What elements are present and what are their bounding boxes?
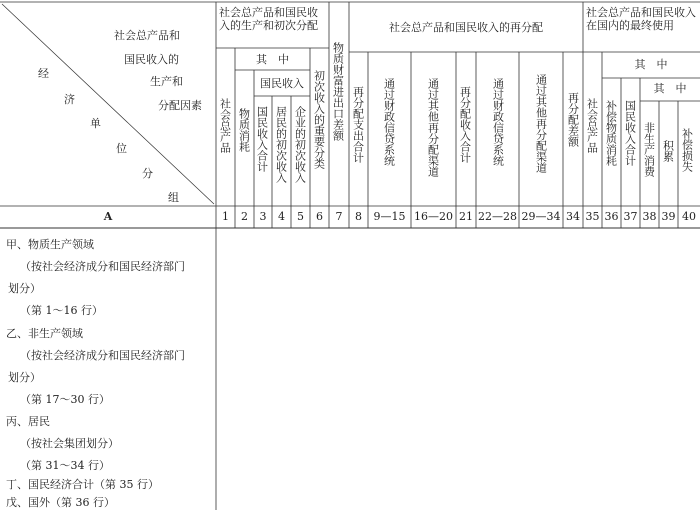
row-label-nonproductive-sphere-note: （按社会经济成分和国民经济部门 <box>20 349 185 362</box>
col-header-nonproductive-consumption: 非生产消费 <box>642 122 656 177</box>
col-header-redistribution-expenditure-total: 再分配支出合计 <box>351 86 365 163</box>
col-header-redistribution-income-total: 再分配收入合计 <box>458 86 472 163</box>
col-header-compensate-loss: 补偿损失 <box>680 128 694 172</box>
row-label-nonproductive-sphere: 乙、非生产领域 <box>6 327 83 340</box>
corner-factor-line-2: 国民收入的 <box>124 53 179 66</box>
row-label-material-sphere-note: （按社会经济成分和国民经济部门 <box>20 260 185 273</box>
corner-unit-char-5: 分 <box>142 167 153 180</box>
col-header-accumulation: 积累 <box>661 140 675 162</box>
col-number-3: 3 <box>259 210 267 223</box>
group-header-final-use: 社会总产品和国民收入在国内的最终使用 <box>586 6 696 32</box>
col-header-redistribution-balance: 再分配差额 <box>566 92 580 147</box>
subhead-of-which-final-2: 其 中 <box>653 82 687 95</box>
col-header-primary-income-classes: 初次收入的重要分类 <box>312 70 326 169</box>
group-header-production: 社会总产品和国民收入的生产和初次分配 <box>219 6 318 32</box>
col-number-8: 8 <box>355 210 362 223</box>
subhead-of-which-final: 其 中 <box>634 58 668 71</box>
subhead-national-income: 国民收入 <box>260 77 304 90</box>
col-number-6: 6 <box>316 210 323 223</box>
col-number-7: 7 <box>335 210 343 223</box>
row-label-residents-note: （按社会集团划分） <box>20 437 119 450</box>
col-number-17: 37 <box>623 210 638 223</box>
col-number-9: 9—15 <box>373 210 406 223</box>
corner-factor-line-1: 社会总产品和 <box>114 29 180 42</box>
corner-unit-char-1: 经 <box>38 67 49 80</box>
col-number-18: 38 <box>642 210 657 223</box>
col-number-a: A <box>103 210 113 223</box>
corner-factor-line-3: 生产和 <box>150 75 183 88</box>
col-number-19: 39 <box>661 210 676 223</box>
row-label-abroad: 戊、国外（第 36 行） <box>6 496 115 509</box>
col-header-income-other-channels: 通过其他再分配渠道 <box>534 74 548 173</box>
group-header-redistribution: 社会总产品和国民收入的再分配 <box>389 21 543 34</box>
col-number-11: 21 <box>459 210 473 223</box>
col-number-14: 34 <box>566 210 580 223</box>
col-header-income-fiscal-credit: 通过财政信贷系统 <box>491 78 505 166</box>
row-label-material-sphere-note-2: 划分） <box>8 282 41 295</box>
col-header-national-income-total: 国民收入合计 <box>255 106 269 172</box>
col-number-4: 4 <box>278 210 285 223</box>
col-header-total-social-product: 社会总产品 <box>218 98 232 153</box>
col-header-final-total-social-product: 社会总产品 <box>585 98 599 153</box>
corner-unit-char-6: 组 <box>168 191 179 204</box>
col-header-expenditure-fiscal-credit: 通过财政信贷系统 <box>382 78 396 166</box>
row-label-residents-lines: （第 31～34 行） <box>20 459 110 472</box>
col-number-20: 40 <box>682 210 696 223</box>
col-number-2: 2 <box>241 210 248 223</box>
col-number-13: 29—34 <box>521 210 561 223</box>
col-header-resident-primary-income: 居民的初次收入 <box>274 106 288 183</box>
corner-unit-char-2: 济 <box>64 93 75 106</box>
row-label-national-total: 丁、国民经济合计（第 35 行） <box>6 478 159 491</box>
row-label-nonproductive-sphere-lines: （第 17～30 行） <box>20 393 110 406</box>
col-number-1: 1 <box>222 210 229 223</box>
subhead-of-which: 其 中 <box>256 53 289 66</box>
row-label-nonproductive-sphere-note-2: 划分） <box>8 371 41 384</box>
col-number-16: 36 <box>604 210 619 223</box>
corner-unit-char-3: 单 <box>90 117 101 130</box>
col-header-final-national-income: 国民收入合计 <box>623 100 637 166</box>
row-label-material-sphere: 甲、物质生产领域 <box>6 238 94 251</box>
col-header-material-consumption: 物质消耗 <box>237 108 251 152</box>
col-header-enterprise-primary-income: 企业的初次收入 <box>293 106 307 183</box>
col-header-trade-balance: 物质财富进出口差额 <box>331 42 345 141</box>
col-number-15: 35 <box>585 210 600 223</box>
corner-factor-line-4: 分配因素 <box>158 99 202 112</box>
corner-unit-char-4: 位 <box>116 142 127 155</box>
col-header-compensate-material: 补偿物质消耗 <box>604 100 618 166</box>
row-label-residents: 丙、居民 <box>6 415 50 428</box>
col-header-expenditure-other-channels: 通过其他再分配渠道 <box>426 78 440 177</box>
col-number-5: 5 <box>297 210 304 223</box>
col-number-12: 22—28 <box>478 210 517 223</box>
col-number-10: 16—20 <box>414 210 453 223</box>
row-label-material-sphere-lines: （第 1～16 行） <box>20 304 103 317</box>
